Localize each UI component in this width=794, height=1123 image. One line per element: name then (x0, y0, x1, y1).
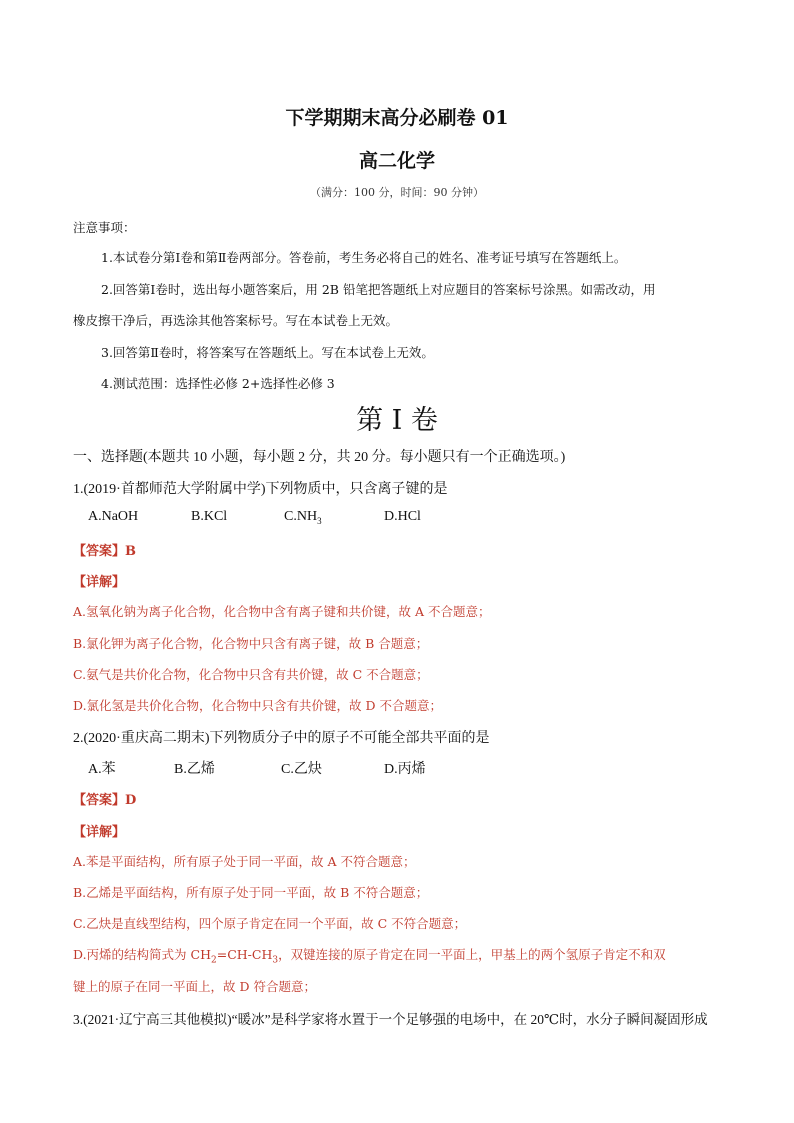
note-3: 3.回答第Ⅱ卷时，将答案写在答题纸上。写在本试卷上无效。 (101, 345, 434, 360)
q2-option-c: C.乙炔 (281, 762, 322, 777)
q1-explanation-c: C.氨气是共价化合物，化合物中只含有共价键，故 C 不合题意； (73, 667, 429, 682)
q2-stem: 2.(2020·重庆高二期末)下列物质分子中的原子不可能全部共平面的是 (73, 731, 490, 746)
q1-stem: 1.(2019·首都师范大学附属中学)下列物质中，只含离子键的是 (73, 482, 448, 497)
q1-answer: 【答案】B (73, 544, 136, 559)
q2-explanation-b: B.乙烯是平面结构，所有原子处于同一平面，故 B 不符合题意； (73, 885, 429, 900)
q2-explanation-c: C.乙炔是直线型结构，四个原子肯定在同一个平面，故 C 不符合题意； (73, 916, 467, 931)
q1-option-c: $C.NH_3$ (284, 509, 322, 526)
note-2a: 2.回答第Ⅰ卷时，选出每小题答案后，用 2B 铅笔把答题纸上对应题目的答案标号涂黑。如需改动，用 (101, 282, 656, 297)
q2-option-b: B.乙烯 (174, 762, 215, 777)
note-2b: 橡皮擦干净后，再选涂其他答案标号。写在本试卷上无效。 (73, 313, 399, 328)
q2-detail-heading: 【详解】 (73, 825, 126, 840)
q3-stem: 3.(2021·辽宁高三其他模拟)“暖冰”是科学家将水置于一个足够强的电场中，在 20℃时，水分子瞬间凝固形成 (73, 1012, 708, 1027)
q1-detail-heading: 【详解】 (73, 575, 126, 590)
exam-subject: 高二化学 (358, 150, 435, 172)
q1-explanation-b: B.氯化钾为离子化合物，化合物中只含有离子键，故 B 合题意； (73, 636, 429, 651)
q1-explanation-d: D.氯化氢是共价化合物，化合物中只含有共价键，故 D 不合题意； (73, 698, 443, 713)
exam-title: 下学期期末高分必刷卷 01 (285, 107, 509, 129)
q1-option-a: A.NaOH (88, 509, 139, 524)
note-4: 4.测试范围：选择性必修 2+选择性必修 3 (101, 376, 335, 391)
q2-explanation-d-line1: D.丙烯的结构简式为 $CH_2=CH-CH_3$，双键连接的原子肯定在同一平面上，甲基上的两个氢原子肯定不和双 (73, 947, 666, 966)
notes-heading: 注意事项： (73, 220, 136, 235)
q1-option-b: B.KCl (191, 509, 228, 524)
note-1: 1.本试卷分第Ⅰ卷和第Ⅱ卷两部分。答卷前，考生务必将自己的姓名、准考证号填写在答题纸上。 (101, 250, 627, 265)
q1-option-d: D.HCl (384, 509, 421, 524)
section-title: 第 I 卷 (356, 405, 438, 436)
exam-meta: （满分：100 分，时间：90 分钟） (310, 186, 484, 199)
q2-answer: 【答案】D (73, 793, 137, 808)
q1-explanation-a: A.氢氧化钠为离子化合物，化合物中含有离子键和共价键，故 A 不合题意； (73, 604, 491, 619)
q2-option-a: A.苯 (88, 762, 116, 777)
q2-explanation-a: A.苯是平面结构，所有原子处于同一平面，故 A 不符合题意； (73, 854, 416, 869)
q2-explanation-d-line2: 键上的原子在同一平面上，故 D 符合题意； (73, 979, 316, 994)
section-instruction: 一、选择题(本题共 10 小题，每小题 2 分，共 20 分。每小题只有一个正确选项。) (73, 450, 566, 465)
q2-option-d: D.丙烯 (384, 762, 426, 777)
